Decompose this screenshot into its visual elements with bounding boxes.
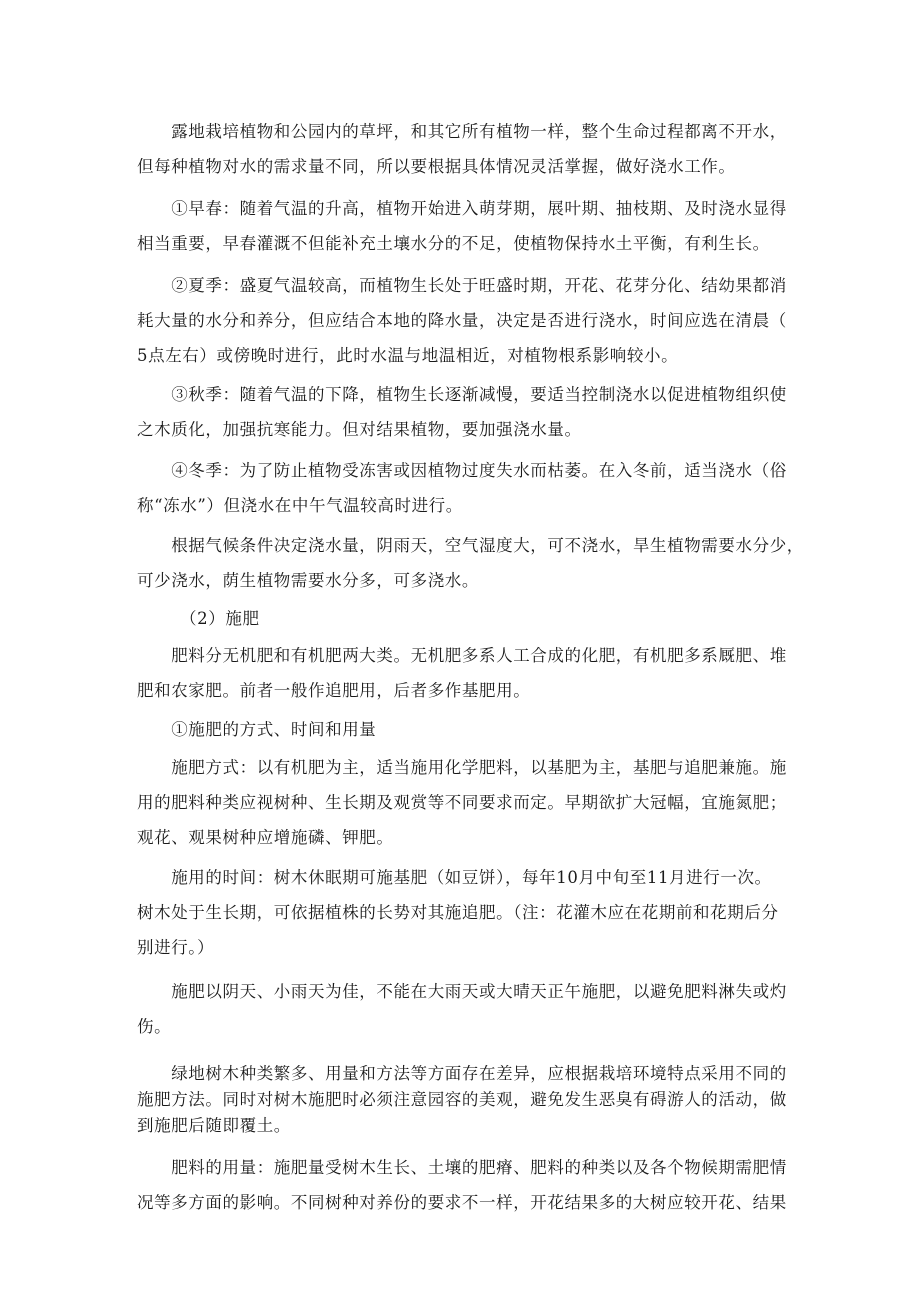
text-line: ④冬季：为了防止植物受冻害或因植物过度失水而枯萎。在入冬前，适当浇水（俗 xyxy=(137,461,787,480)
paragraph-climate-watering xyxy=(137,528,804,598)
text-line: 之木质化，加强抗寒能力。但对结果植物，要加强浇水量。 xyxy=(137,420,582,439)
text-line: 可少浇水，荫生植物需要水分多，可多浇水。 xyxy=(137,571,479,590)
text-line: ①施肥的方式、时间和用量 xyxy=(137,720,377,739)
text-line: 根据气候条件决定浇水量，阴雨天，空气湿度大，可不浇水，旱生植物需要水分少， xyxy=(137,536,804,555)
paragraph-summer xyxy=(137,268,797,373)
paragraph-autumn xyxy=(137,377,797,447)
paragraph-watering-intro xyxy=(137,114,797,184)
text-line: 施肥方式：以有机肥为主，适当施用化学肥料，以基肥为主，基肥与追肥兼施。施 xyxy=(137,758,787,777)
text-line: ③秋季：随着气温的下降，植物生长逐渐减慢，要适当控制浇水以促进植物组织使 xyxy=(137,385,787,404)
paragraph-fertilizer-types xyxy=(137,638,797,708)
paragraph-fertilizer-amount xyxy=(137,1150,797,1220)
subheading-fertilizing-method xyxy=(137,712,797,747)
paragraph-winter xyxy=(137,453,797,523)
text-line: 用的肥料种类应视树种、生长期及观赏等不同要求而定。早期欲扩大冠幅，宜施氮肥； xyxy=(137,793,787,812)
text-line: 耗大量的水分和养分，但应结合本地的降水量，决定是否进行浇水，时间应选在清晨（ xyxy=(137,311,787,330)
paragraph-fertilizing-weather xyxy=(137,974,797,1044)
text-line: 施肥方法。同时对树木施肥时必须注意园容的美观，避免发生恶臭有碍游人的活动，做 xyxy=(137,1090,787,1109)
text-line: 5点左右）或傍晚时进行，此时水温与地温相近，对植物根系影响较小。 xyxy=(137,346,679,365)
text-line: 施肥以阴天、小雨天为佳，不能在大雨天或大晴天正午施肥，以避免肥料淋失或灼 xyxy=(137,982,787,1001)
text-line: 相当重要，早春灌溉不但能补充土壤水分的不足，使植物保持水土平衡，有利生长。 xyxy=(137,234,770,253)
text-line: 树木处于生长期，可依据植株的长势对其施追肥。（注：花灌木应在花期前和花期后分 xyxy=(137,903,779,922)
paragraph-fertilizing-time xyxy=(137,860,797,965)
text-line: 但每种植物对水的需求量不同，所以要根据具体情况灵活掌握，做好浇水工作。 xyxy=(137,157,736,176)
section-heading-fertilizing xyxy=(137,601,797,636)
text-line: ②夏季：盛夏气温较高，而植物生长处于旺盛时期，开花、花芽分化、结幼果都消 xyxy=(137,276,787,295)
paragraph-fertilizing-method xyxy=(137,750,797,855)
paragraph-greenbelt-fertilizing xyxy=(137,1061,797,1139)
paragraph-early-spring xyxy=(137,191,797,261)
text-line: 观花、观果树种应增施磷、钾肥。 xyxy=(137,828,394,847)
text-line: 施用的时间：树木休眠期可施基肥（如豆饼），每年10月中旬至11月进行一次。 xyxy=(137,868,772,887)
text-line: 肥料的用量：施肥量受树木生长、土壤的肥瘠、肥料的种类以及各个物候期需肥情 xyxy=(137,1158,787,1177)
text-line: 露地栽培植物和公园内的草坪，和其它所有植物一样，整个生命过程都离不开水， xyxy=(137,122,787,141)
text-line: （2）施肥 xyxy=(137,609,260,628)
text-line: 伤。 xyxy=(137,1017,172,1036)
text-line: 肥和农家肥。前者一般作追肥用，后者多作基肥用。 xyxy=(137,681,531,700)
text-line: 别进行。） xyxy=(137,938,215,957)
text-line: 到施肥后随即覆土。 xyxy=(137,1116,291,1135)
text-line: 况等多方面的影响。不同树种对养份的要求不一样，开花结果多的大树应较开花、结果 xyxy=(137,1193,787,1212)
text-line: 肥料分无机肥和有机肥两大类。无机肥多系人工合成的化肥，有机肥多系厩肥、堆 xyxy=(137,646,787,665)
text-line: 称“冻水”）但浇水在中午气温较高时进行。 xyxy=(137,496,463,515)
text-line: ①早春：随着气温的升高，植物开始进入萌芽期，展叶期、抽枝期、及时浇水显得 xyxy=(137,199,787,218)
text-line: 绿地树木种类繁多、用量和方法等方面存在差异，应根据栽培环境特点采用不同的 xyxy=(137,1064,787,1083)
